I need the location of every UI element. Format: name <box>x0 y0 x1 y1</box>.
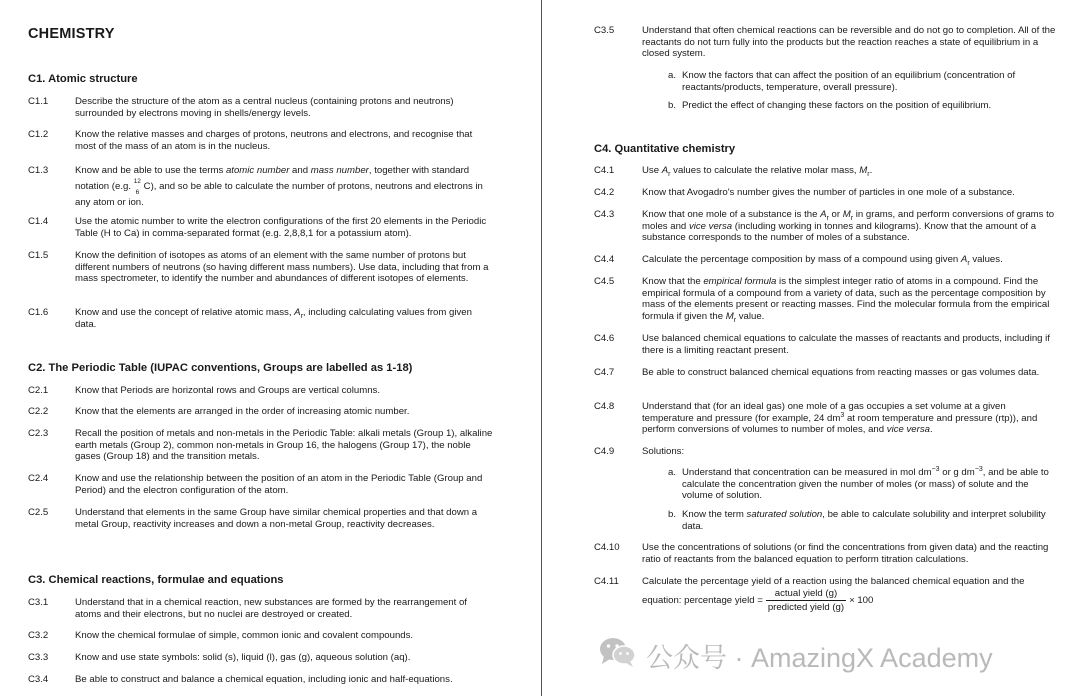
item-c3-4 <box>28 674 495 686</box>
item-code: C2.3 <box>28 428 49 439</box>
page-title: CHEMISTRY <box>28 26 115 42</box>
item-code: C1.5 <box>28 250 49 261</box>
item-text: Use balanced chemical equations to calculate the masses of reactants and products, including if there is a limiting reactant present. <box>642 333 1050 356</box>
item-c1-2 <box>28 129 495 152</box>
item-code: C4.4 <box>594 254 615 265</box>
item-c1-5 <box>28 250 495 285</box>
item-text: Solutions: <box>642 446 685 457</box>
item-c2-5 <box>28 507 495 530</box>
item-text: Use the concentrations of solutions (or find the concentrations from given data) and the reacting ratio of reactants from the balanced equation to perform titration calculations. <box>642 542 1049 565</box>
item-text: Describe the structure of the atom as a central nucleus (containing protons and neutrons) surrounded by electrons moving in shells/energy levels. <box>75 96 454 119</box>
subitem-c3-5b <box>668 100 1058 112</box>
item-text: Know and be able to use the terms atomic number and mass number, together with standard notation (e.g. 12 6 C), and so be able to calculate the number of protons, neutrons and electrons in any atom or ion. <box>75 165 483 208</box>
subitem-letter: a. <box>668 467 677 478</box>
item-code: C4.7 <box>594 367 615 378</box>
item-text: Know that one mole of a substance is the $A_r$ or $M_r$ in grams, and perform conversions of grams to moles and vice versa (including working in tonnes and kilograms). Know that the amount of a substance corresponds to the number of moles of a substance. <box>642 209 1055 244</box>
item-c4-9 <box>594 446 1060 458</box>
item-code: C1.6 <box>28 307 49 318</box>
item-code: C4.5 <box>594 276 615 287</box>
fraction-numerator: actual yield (g) <box>766 588 846 602</box>
fraction-denominator: predicted yield (g) <box>767 602 845 614</box>
subitem-text: Know the factors that can affect the position of an equilibrium (concentration of reactants/products, temperature, overall pressure). <box>682 70 1016 93</box>
item-c1-6 <box>28 307 495 330</box>
item-c4-10 <box>594 542 1060 565</box>
item-text: Know and use state symbols: solid (s), liquid (l), gas (g), aqueous solution (aq). <box>75 652 411 663</box>
item-c2-1 <box>28 385 495 397</box>
item-code: C4.11 <box>594 576 619 587</box>
item-c4-3 <box>594 209 1060 244</box>
term-atomic-number: atomic number <box>225 165 290 176</box>
item-code: C2.5 <box>28 507 49 518</box>
item-code: C3.4 <box>28 674 49 685</box>
item-code: C3.1 <box>28 597 49 608</box>
item-text: Know the relative masses and charges of protons, neutrons and electrons, and recognise that most of the mass of an atom is in the nucleus. <box>75 129 473 152</box>
term-mass-number: mass number <box>310 165 369 176</box>
item-text: Recall the position of metals and non-metals in the Periodic Table: alkali metals (Group 1), alkaline earth metals (Group 2), common non-metals in Group 16, the halogens (Group 17), the noble gases (Group 18) and the transition metals. <box>75 428 493 463</box>
item-code: C4.10 <box>594 542 620 553</box>
item-text: Know that Avogadro's number gives the number of particles in one mole of a substance. <box>642 187 1015 198</box>
subitem-letter: b. <box>668 509 677 520</box>
subitem-c4-9a <box>668 467 1060 502</box>
item-c3-2 <box>28 630 495 642</box>
item-text: Be able to construct balanced chemical equations from reacting masses or gas volumes data. <box>642 367 1040 378</box>
item-text: Understand that in a chemical reaction, new substances are formed by the rearrangement of atoms and their electrons, but no nuclei are destroyed or created. <box>75 597 467 620</box>
column-divider <box>541 0 542 696</box>
watermark <box>598 638 993 672</box>
right-column <box>594 0 1064 696</box>
item-code: C3.5 <box>594 25 615 36</box>
watermark-text: 公众号 · AmazingX Academy <box>646 642 993 673</box>
item-c1-1 <box>28 96 495 119</box>
item-c2-2 <box>28 406 495 418</box>
item-code: C2.1 <box>28 385 49 396</box>
wechat-icon <box>598 635 646 676</box>
item-c4-7 <box>594 367 1060 379</box>
item-code: C2.4 <box>28 473 49 484</box>
item-code: C3.3 <box>28 652 49 663</box>
item-text: Understand that elements in the same Group have similar chemical properties and that down a metal Group, reactivity increases and down a non-metal Group, reactivity decreases. <box>75 507 478 530</box>
subitem-letter: b. <box>668 100 677 111</box>
item-c4-5 <box>594 276 1060 322</box>
item-code: C4.3 <box>594 209 615 220</box>
subitem-letter: a. <box>668 70 677 81</box>
item-c4-6 <box>594 333 1060 356</box>
subitem-c3-5a <box>668 70 1058 93</box>
subitem-text: Know the term saturated solution, be able to calculate solubility and interpret solubility data. <box>682 509 1046 532</box>
item-c2-4 <box>28 473 495 496</box>
item-code: C1.1 <box>28 96 49 107</box>
yield-fraction <box>766 588 846 614</box>
item-c4-4 <box>594 254 1060 266</box>
section-heading-c1: C1. Atomic structure <box>28 73 138 85</box>
item-code: C4.6 <box>594 333 615 344</box>
item-text: Understand that often chemical reactions can be reversible and do not go to completion. All of the reactants do not turn fully into the products but the reaction reaches a state of equilibrium in a closed system. <box>642 25 1056 60</box>
item-c3-3 <box>28 652 495 664</box>
item-text: Know the chemical formulae of simple, common ionic and covalent compounds. <box>75 630 414 641</box>
item-code: C4.8 <box>594 401 615 412</box>
item-c4-2 <box>594 187 1060 199</box>
subitem-text: Understand that concentration can be measured in mol $dm^{-3}$ or g $dm^{-3}$, and be able to calculate the concentration given the number of moles (or mass) of solute and the volume of solution. <box>682 465 1049 502</box>
percentage-yield-equation: Calculate the percentage yield of a reaction using the balanced chemical equation and the equation: percentage yield = $\frac{\text{actual yield (g)}}{\text{predicted yield (g)}}$ × 100 <box>642 576 1025 614</box>
item-c1-4 <box>28 216 495 239</box>
item-c3-5 <box>594 25 1060 60</box>
item-text: Use $A_r$ values to calculate the relative molar mass, $M_r$. <box>642 165 873 178</box>
item-text: Be able to construct and balance a chemical equation, including ionic and half-equations. <box>75 674 453 685</box>
item-text: Know that Periods are horizontal rows and Groups are vertical columns. <box>75 385 381 396</box>
nuclide-notation: 12 6 <box>133 178 141 196</box>
item-c4-11 <box>594 576 1060 614</box>
section-heading-c3: C3. Chemical reactions, formulae and equations <box>28 574 284 586</box>
item-c4-1 <box>594 165 1060 177</box>
item-code: C1.2 <box>28 129 49 140</box>
item-text: Know that the empirical formula is the simplest integer ratio of atoms in a compound. Find the empirical formula of a compound from a variety of data, such as the percentage composition by mass of the elements present or reacting masses. Find the molecular formula from the empirical formula if given the $M_r$ value. <box>642 276 1050 324</box>
item-code: C4.2 <box>594 187 615 198</box>
left-column <box>28 0 528 696</box>
item-text: Know and use the concept of relative atomic mass, $A_r$, including calculating values from given data. <box>75 307 472 330</box>
item-text: Understand that (for an ideal gas) one mole of a gas occupies a set volume at a given temperature and pressure (for example, 24 $dm^3$ at room temperature and pressure (rtp)), and perform conversions of volumes to number of moles, and vice versa. <box>642 401 1038 436</box>
item-c1-3 <box>28 163 495 211</box>
item-code: C1.4 <box>28 216 49 227</box>
subitem-c4-9b <box>668 509 1060 532</box>
item-c3-1 <box>28 597 495 620</box>
item-code: C3.2 <box>28 630 49 641</box>
item-code: C4.1 <box>594 165 615 176</box>
item-c2-3 <box>28 428 495 463</box>
section-heading-c4: C4. Quantitative chemistry <box>594 143 736 155</box>
section-heading-c2: C2. The Periodic Table (IUPAC conventions, Groups are labelled as 1-18) <box>28 362 413 374</box>
subitem-text: Predict the effect of changing these factors on the position of equilibrium. <box>682 100 992 111</box>
item-text: Calculate the percentage composition by mass of a compound using given $A_r$ values. <box>642 254 1003 267</box>
item-text <box>642 576 1060 614</box>
item-code: C2.2 <box>28 406 49 417</box>
item-text: Know and use the relationship between the position of an atom in the Periodic Table (Group and Period) and the electron configuration of the atom. <box>75 473 483 496</box>
item-text: Know the definition of isotopes as atoms of an element with the same number of protons but different numbers of neutrons (so having different mass numbers). Use data, including that from a mass spectrometer, to identify the number and abundances of different isotopes of elements. <box>75 250 489 285</box>
item-text: Use the atomic number to write the electron configurations of the first 20 elements in the Periodic Table (H to Ca) in comma-separated format (e.g. 2,8,8,1 for a potassium atom). <box>75 216 487 239</box>
item-code: C1.3 <box>28 165 49 176</box>
item-c4-8 <box>594 401 1060 436</box>
item-text: Know that the elements are arranged in the order of increasing atomic number. <box>75 406 410 417</box>
item-code: C4.9 <box>594 446 615 457</box>
